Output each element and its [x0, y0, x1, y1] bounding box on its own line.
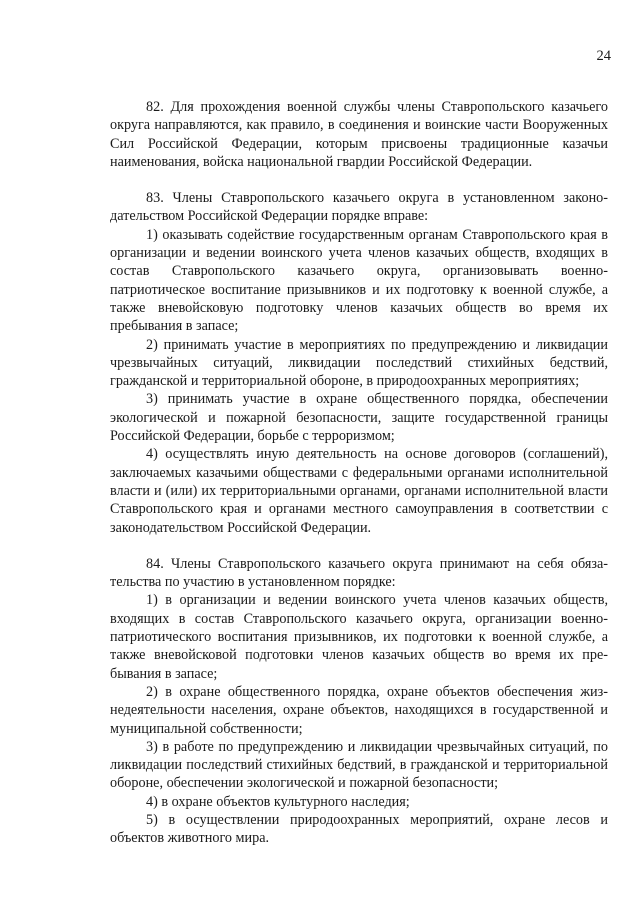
section-84-item-4: 4) в охране объектов культурного наследия; — [146, 793, 410, 810]
section-83-item-4: 4) осуществлять иную деятельность на основе договоров (соглашений), заключаемых казачьими обществами с федеральными органами исполнительной власти и (или) их территориальными органами, органами исполнительной власти Ставропольского края и органами местного самоуправления в соответствии с законодательством Российской Федерации. — [110, 446, 608, 536]
section-82: 82. Для прохождения военной службы члены Ставропольского казачьего округа направляются, как правило, в соединения и воинские части Вооруженных Сил Российской Федерации, которым присвоены традиционные казачьи наименования, войска национальной гвардии Российской Федерации. — [110, 99, 608, 170]
section-83-intro: 83. Члены Ставропольского казачьего округа в установленном законодательством Российской Федерации порядке вправе: — [110, 190, 608, 225]
section-84-item-5: 5) в осуществлении природоохранных мероприятий, охране лесов и объектов животного мира. — [110, 811, 608, 847]
section-84-item-3: 3) в работе по предупреждению и ликвидации чрезвычайных ситуаций, по ликвидации последствий стихийных бедствий, в гражданской и территориальной обороне, обеспечении экологической и пожарной безопасности; — [110, 738, 608, 792]
section-84-item-2: 2) в охране общественного порядка, охране объектов обеспечения жизнедеятельности населения, охране объектов, находящихся в государственной и муниципальной собственности; — [110, 683, 608, 737]
section-83-item-2: 2) принимать участие в мероприятиях по предупреждению и ликвидации чрезвычайных ситуаций, ликвидации последствий стихийных бедствий, гражданской и территориальной обороне, в природоохранных мероприятиях; — [110, 336, 608, 390]
section-84-intro: 84. Члены Ставропольского казачьего округа принимают на себя обязательства по участию в установленном порядке: — [110, 555, 608, 591]
section-84-item-1: 1) в организации и ведении воинского учета членов казачьих обществ, входящих в состав Ставропольского казачьего округа, организации военно-патриотического воспитания призывников, их подготовки к военной службе, а также вневойсковой подготовки членов казачьих обществ во время их пребывания в запасе; — [110, 592, 608, 682]
section-83-item-1: 1) оказывать содействие государственным органам Ставропольского края в организации и ведении воинского учета членов казачьих обществ, входящих в состав Ставропольского казачьего округа, организовывать военно-патриотическое воспитание призывников и их подготовку к военной службе, а также вневойсковую подготовку членов казачьих обществ во время их пребывания в запасе; — [110, 226, 608, 335]
document-body — [110, 98, 608, 848]
page-number: 24 — [596, 48, 611, 64]
section-gap — [110, 171, 608, 189]
section-83-item-3: 3) принимать участие в охране общественного порядка, обеспечении экологической и пожарной безопасности, защите государственной границы Российской Федерации, борьбе с терроризмом; — [110, 391, 608, 445]
section-gap — [110, 537, 608, 555]
